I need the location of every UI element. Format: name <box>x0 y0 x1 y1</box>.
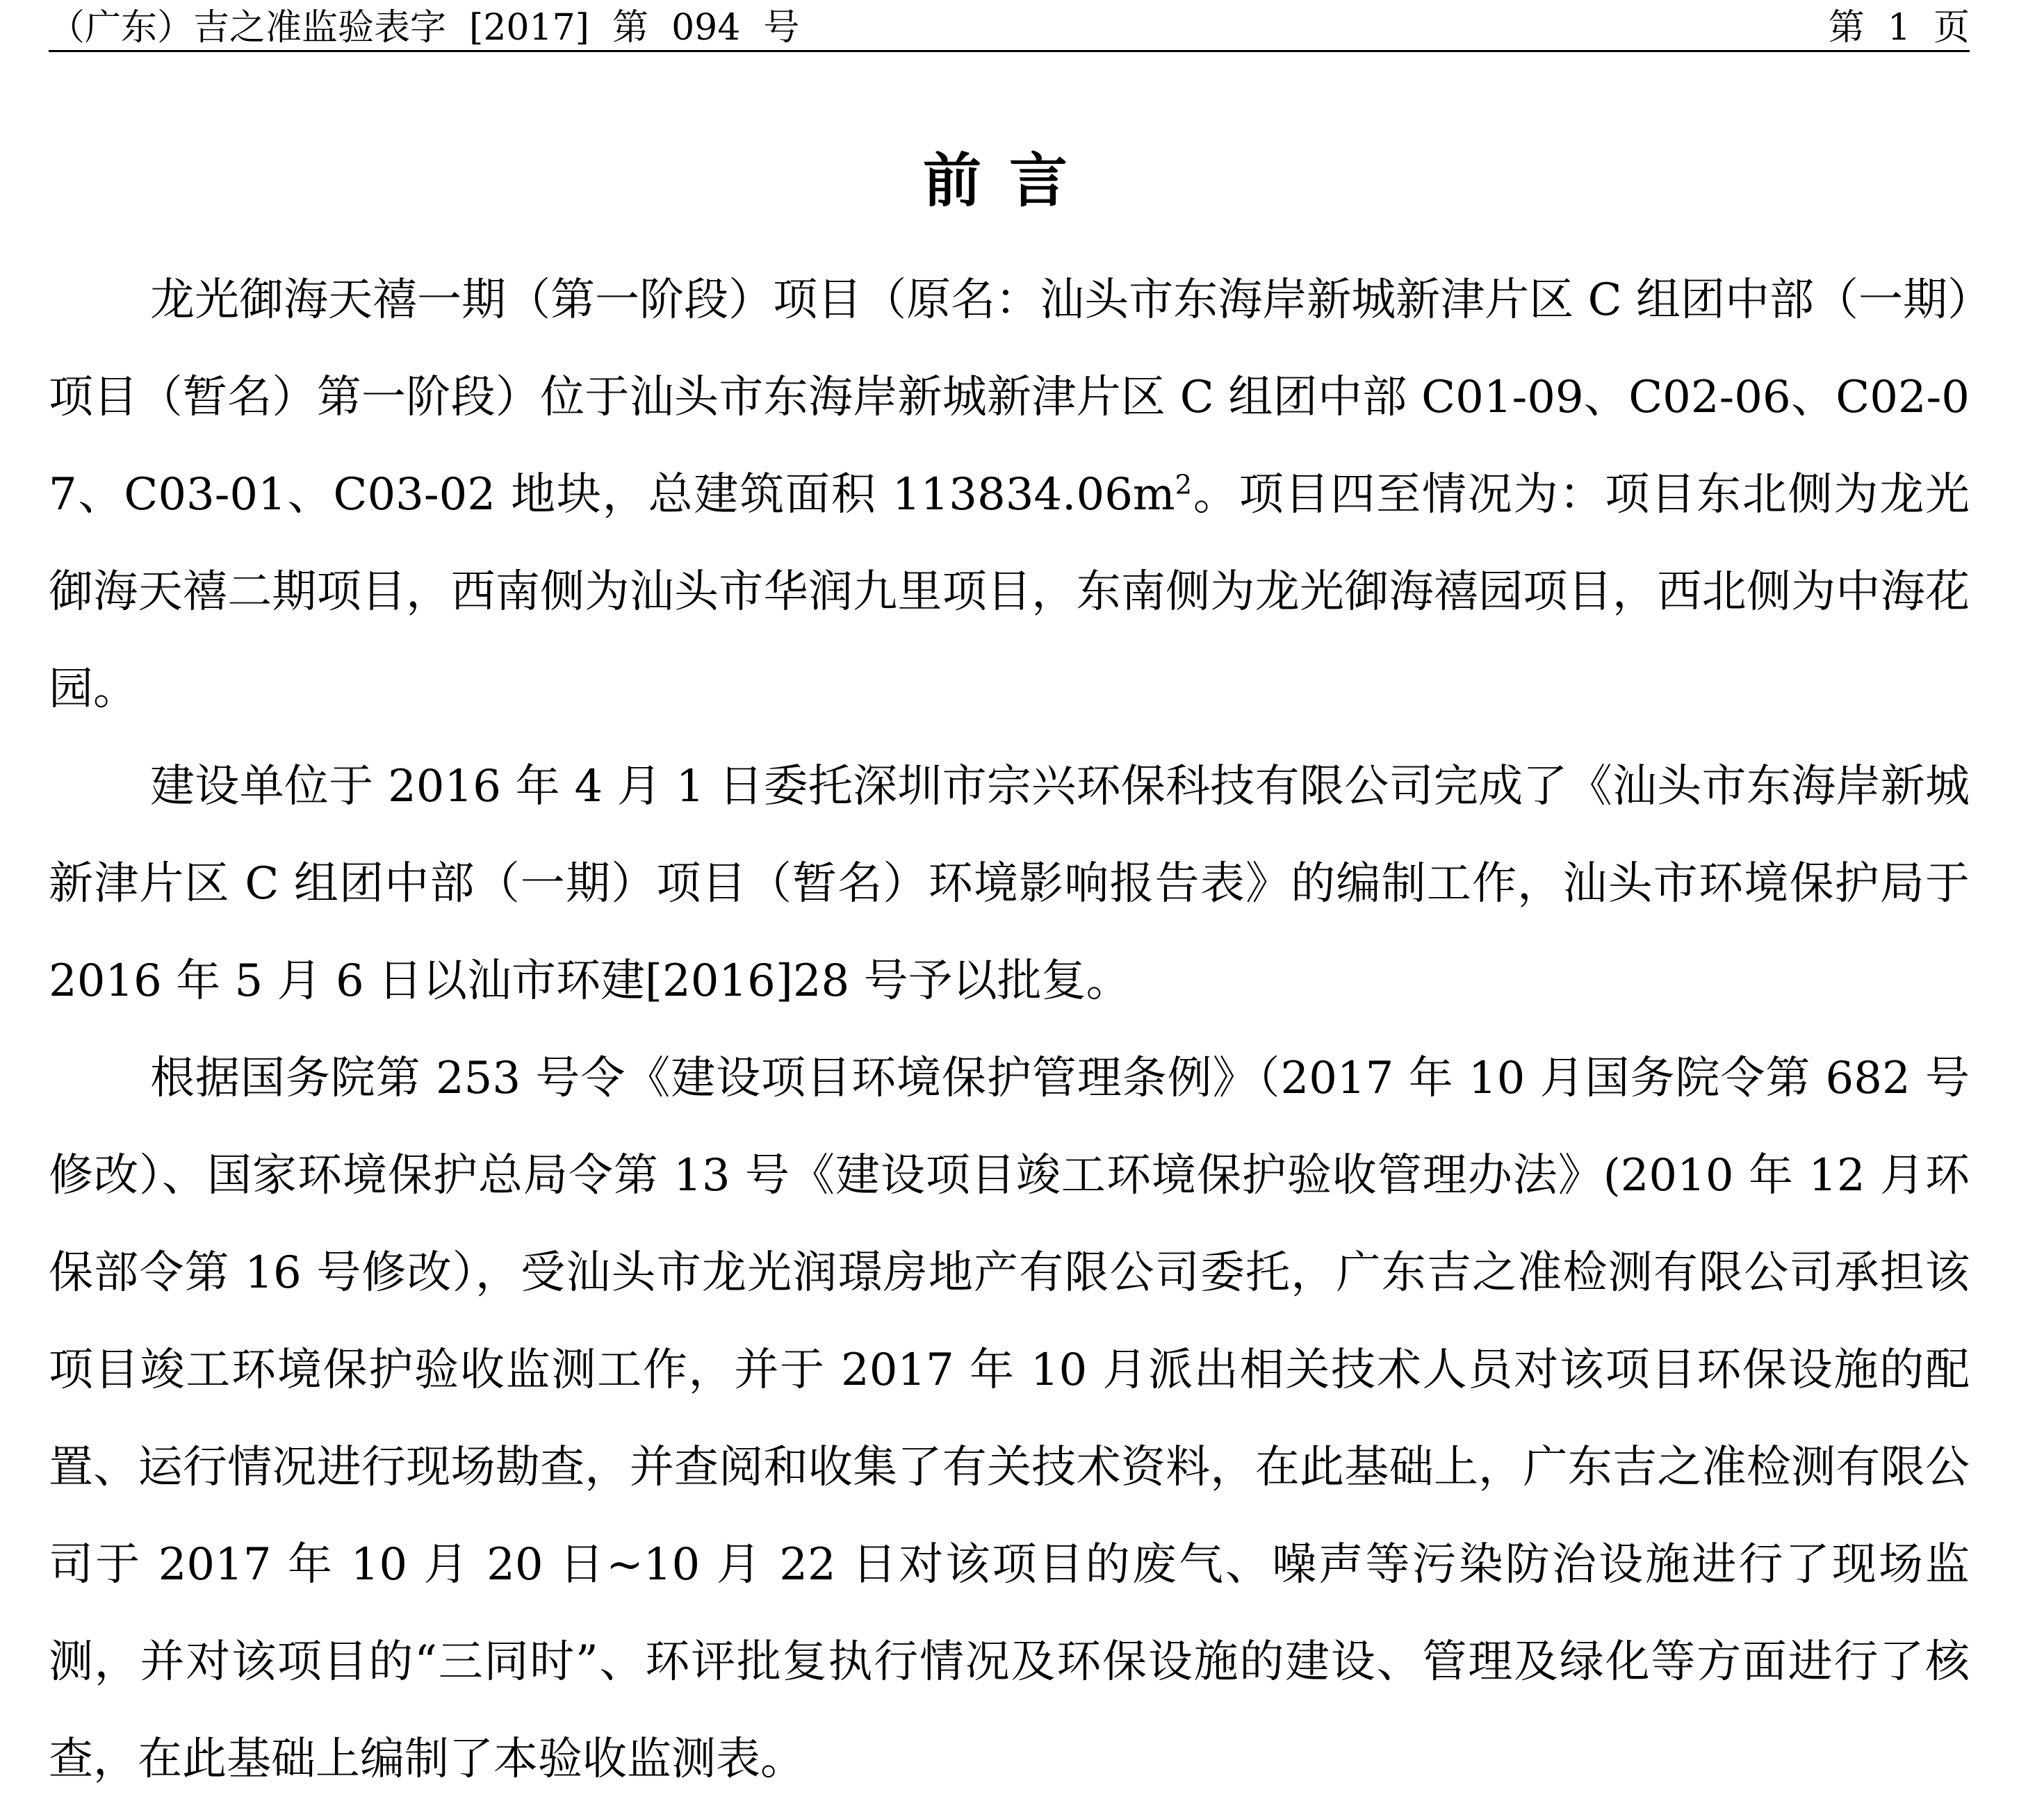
page-number: 第 1 页 <box>1828 7 1970 49</box>
area-unit-superscript: 2 <box>1175 469 1193 501</box>
paragraph-project-overview <box>49 252 1970 738</box>
page-title: 前言 <box>922 146 1095 215</box>
document-body <box>49 252 1970 1808</box>
page-header <box>49 6 1970 52</box>
paragraph-text: 龙光御海天禧一期（第一阶段）项目（原名：汕头市东海岸新城新津片区 C 组团中部（一期）项目（暂名）第一阶段）位于汕头市东海岸新城新津片区 C 组团中部 C01-09、C02-06、C02-07、C03-01、C03-02 地块，总建筑面积 113834.06m <box>49 274 1970 520</box>
paragraph-text: 。项目四至情况为：项目东北侧为龙光御海天禧二期项目，西南侧为汕头市华润九里项目，东南侧为龙光御海禧园项目，西北侧为中海花园。 <box>49 469 1970 715</box>
paragraph-acceptance-monitoring: 根据国务院第 253 号令《建设项目环境保护管理条例》（2017 年 10 月国务院令第 682 号修改）、国家环境保护总局令第 13 号《建设项目竣工环境保护验收管理办法》(2010 年 12 月环保部令第 16 号修改），受汕头市龙光润璟房地产有限公司委托，广东吉之准检测有限公司承担该项目竣工环境保护验收监测工作，并于 2017 年 10 月派出相关技术人员对该项目环保设施的配置、运行情况进行现场勘查，并查阅和收集了有关技术资料，在此基础上，广东吉之准检测有限公司于 2017 年 10 月 20 日~10 月 22 日对该项目的废气、噪声等污染防治设施进行了现场监测，并对该项目的“三同时”、环评批复执行情况及环保设施的建设、管理及绿化等方面进行了核查，在此基础上编制了本验收监测表。 <box>49 1053 1970 1785</box>
paragraph-eia-approval: 建设单位于 2016 年 4 月 1 日委托深圳市宗兴环保科技有限公司完成了《汕头市东海岸新城新津片区 C 组团中部（一期）项目（暂名）环境影响报告表》的编制工作，汕头市环境保护局于 2016 年 5 月 6 日以汕市环建[2016]28 号予以批复。 <box>49 761 1970 1007</box>
document-number: （广东）吉之准监验表字 [2017] 第 094 号 <box>49 7 800 49</box>
